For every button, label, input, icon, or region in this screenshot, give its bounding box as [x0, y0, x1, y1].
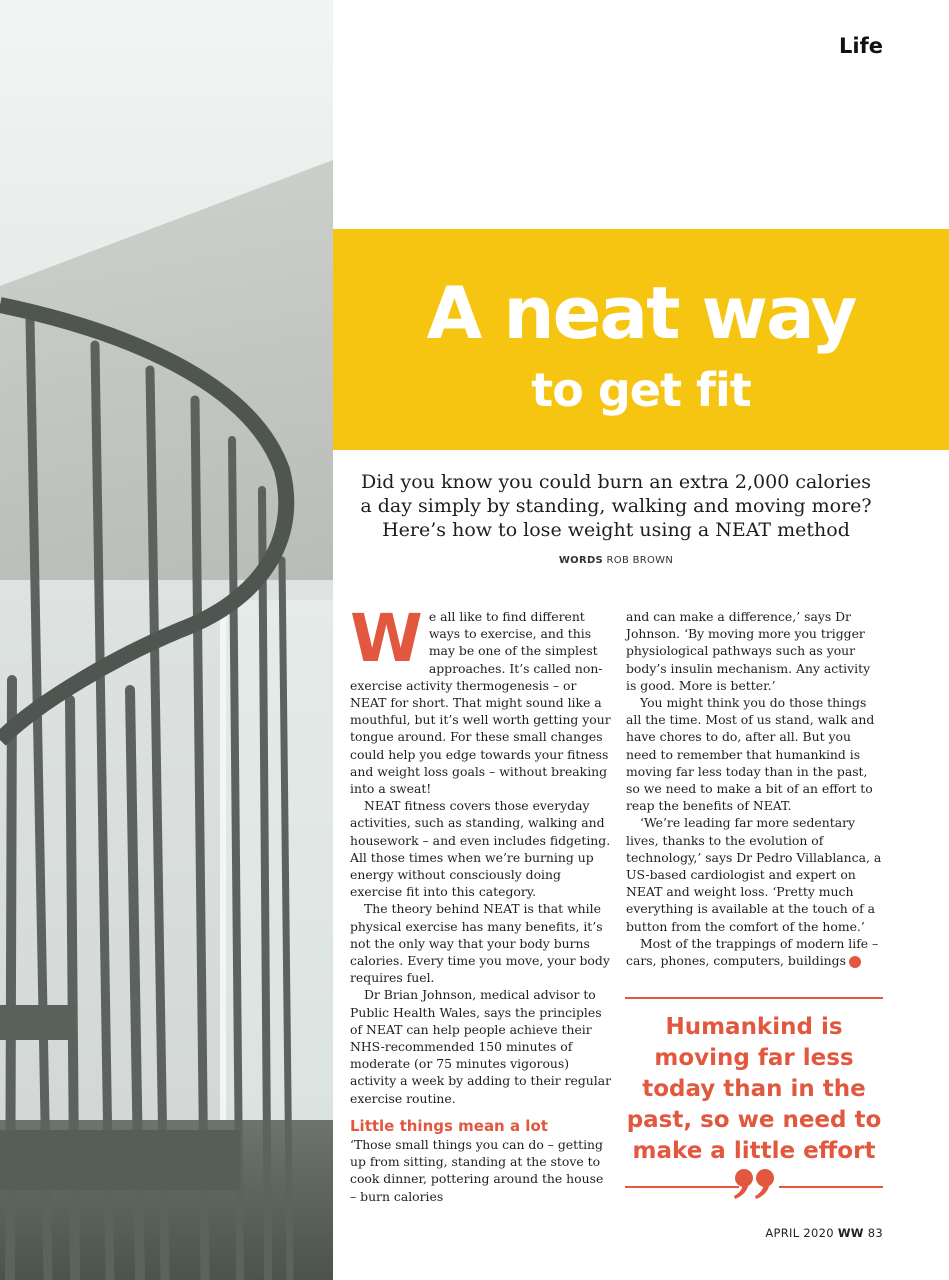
drop-cap: W [350, 600, 423, 677]
byline-label: WORDS [558, 555, 604, 566]
standfirst-line: Here’s how to lose weight using a NEAT method [382, 519, 850, 541]
body-paragraph: We all like to find different ways to exercise, and this may be one of the simplest approaches. It’s called non-exercise activity thermogenesis – or NEAT for short. That might sound like a mouthful, but it’s well worth getting your tongue around. For these small changes could help you edge towards your fitness and weight loss goals – without breaking into a sweat! [350, 600, 611, 797]
pullquote-top-rule [625, 997, 883, 999]
byline-author: ROB BROWN [606, 555, 674, 566]
body-paragraph: The theory behind NEAT is that while physical exercise has many benefits, it’s not the only way that your body burns calories. Every time you move, your body requires fuel. [350, 901, 610, 986]
subheading: Little things mean a lot [350, 1116, 548, 1135]
issue-date: APRIL 2020 [765, 1226, 834, 1240]
headline-line-2: to get fit [531, 363, 751, 417]
close-quote-icon [729, 1166, 781, 1206]
body-paragraph: and can make a difference,’ says Dr Johnson. ‘By moving more you trigger physiological pathways such as your body’s insulin mechanism. Any activity is good. More is better.’ [626, 609, 871, 693]
magazine-brand: WW [837, 1226, 864, 1240]
arrow-right-circle-icon: ➜ [849, 956, 861, 968]
body-paragraph: You might think you do those things all the time. Most of us stand, walk and have chores to do, after all. But you need to remember that humankind is moving far less today than in the past, so we need to make a bit of an effort to reap the benefits of NEAT. [626, 695, 875, 814]
body-paragraph: Dr Brian Johnson, medical advisor to Public Health Wales, says the principles of NEAT can help people achieve their NHS-recommended 150 minutes of moderate (or 75 minutes vigorous) activity a week by adding to their regular exercise routine. [350, 987, 612, 1106]
body-column-1 [350, 600, 612, 1205]
pull-quote: Humankind is moving far less today than in the past, so we need to make a little effort [626, 1014, 882, 1164]
body-paragraph: Most of the trappings of modern life – cars, phones, computers, buildings ➜ [626, 935, 879, 969]
standfirst-line: Did you know you could burn an extra 2,000 calories [361, 471, 871, 493]
body-paragraph: ‘Those small things you can do – getting up from sitting, standing at the stove to cook dinner, pottering around the house – burn calories [350, 1136, 604, 1204]
body-column-2 [626, 608, 884, 969]
page-number: 83 [867, 1226, 883, 1240]
standfirst [352, 470, 880, 542]
title-band [333, 229, 949, 450]
byline [352, 555, 880, 566]
staircase-railing [0, 0, 333, 1280]
staircase-photo [0, 0, 333, 1280]
section-label: Life [839, 34, 883, 58]
body-paragraph: ‘We’re leading far more sedentary lives, thanks to the evolution of technology,’ says Dr Pedro Villablanca, a US-based cardiologist and expert on NEAT and weight loss. ‘Pretty much everything is available at the touch of a button from the comfort of the home.’ [626, 815, 882, 934]
standfirst-line: a day simply by standing, walking and moving more? [360, 495, 872, 517]
body-paragraph: NEAT fitness covers those everyday activities, such as standing, walking and housework – and even includes fidgeting. All those times when we’re burning up energy without consciously doing exercise fit into this category. [350, 798, 611, 900]
page-footer [765, 1226, 883, 1240]
headline-line-1: A neat way [426, 271, 856, 355]
